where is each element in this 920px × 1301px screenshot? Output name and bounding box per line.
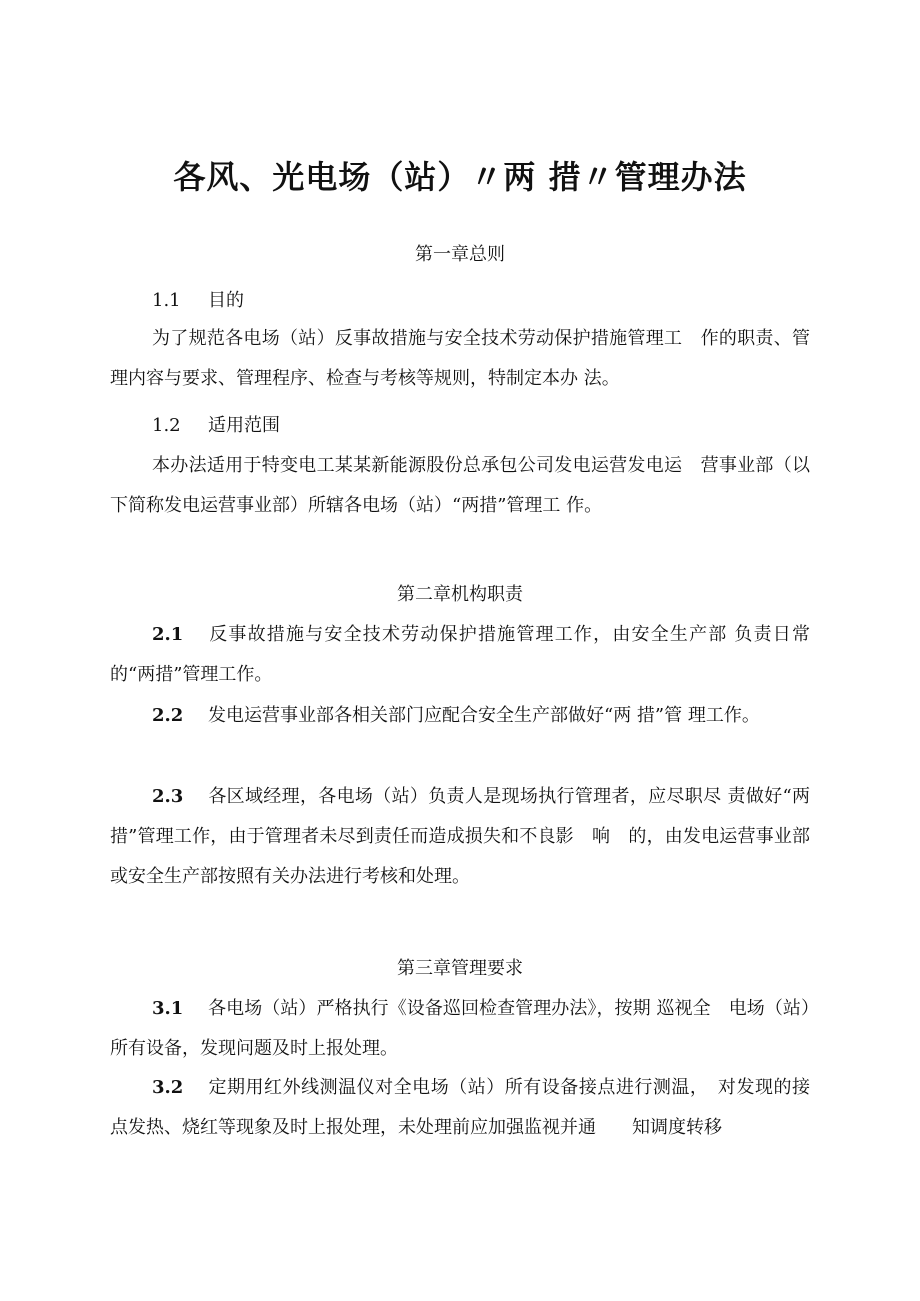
clause-text: 反事故措施与安全技术劳动保护措施管理工作，由安全生产部 负责日常的“两措”管理工作。 [110, 624, 810, 685]
chapter-heading: 第二章机构职责 [397, 584, 523, 605]
clause-number: 3.1 [152, 998, 184, 1019]
section-heading [152, 412, 280, 440]
clause-text: 定期用红外线测温仪对全电场（站）所有设备接点进行测温， 对发现的接点发热、烧红等现象及时上报处理，未处理前应加强监视并通 知调度转移 [110, 1077, 810, 1138]
chapter-heading: 第一章总则 [415, 244, 505, 265]
clause-text: 发电运营事业部各相关部门应配合安全生产部做好“两 措”管 理工作。 [208, 705, 760, 726]
clause [110, 1068, 810, 1148]
document-title: 各风、光电场（站）〃两 措〃管理办法 [173, 158, 747, 196]
paragraph: 为了规范各电场（站）反事故措施与安全技术劳动保护措施管理工 作的职责、管理内容与要求、管理程序、检查与考核等规则，特制定本办 法。 [110, 328, 810, 389]
clause-number: 2.1 [152, 624, 184, 645]
clause [110, 989, 810, 1069]
clause [110, 615, 810, 695]
section-heading [152, 287, 244, 315]
section-title: 目的 [208, 290, 244, 311]
clause-number: 3.2 [152, 1077, 184, 1098]
clause-text: 各区域经理，各电场（站）负责人是现场执行管理者，应尽职尽 责做好“两 措”管理工作，由于管理者未尽到责任而造成损失和不良影 响 的，由发电运营事业部或安全生产部按照有关办法进行考核和处理。 [110, 786, 828, 887]
clause [110, 777, 828, 897]
section-number: 1.1 [152, 290, 181, 311]
section-title: 适用范围 [208, 415, 280, 436]
clause [110, 696, 810, 736]
paragraph: 本办法适用于特变电工某某新能源股份总承包公司发电运营发电运 营事业部（以下简称发电运营事业部）所辖各电场（站）“两措”管理工 作。 [110, 455, 810, 516]
clause-text: 各电场（站）严格执行《设备巡回检查管理办法》，按期 巡视全 电场（站）所有设备，发现问题及时上报处理。 [110, 998, 810, 1059]
chapter-heading: 第三章管理要求 [397, 958, 523, 979]
clause-number: 2.3 [152, 786, 184, 807]
section-number: 1.2 [152, 415, 181, 436]
clause-number: 2.2 [152, 705, 184, 726]
